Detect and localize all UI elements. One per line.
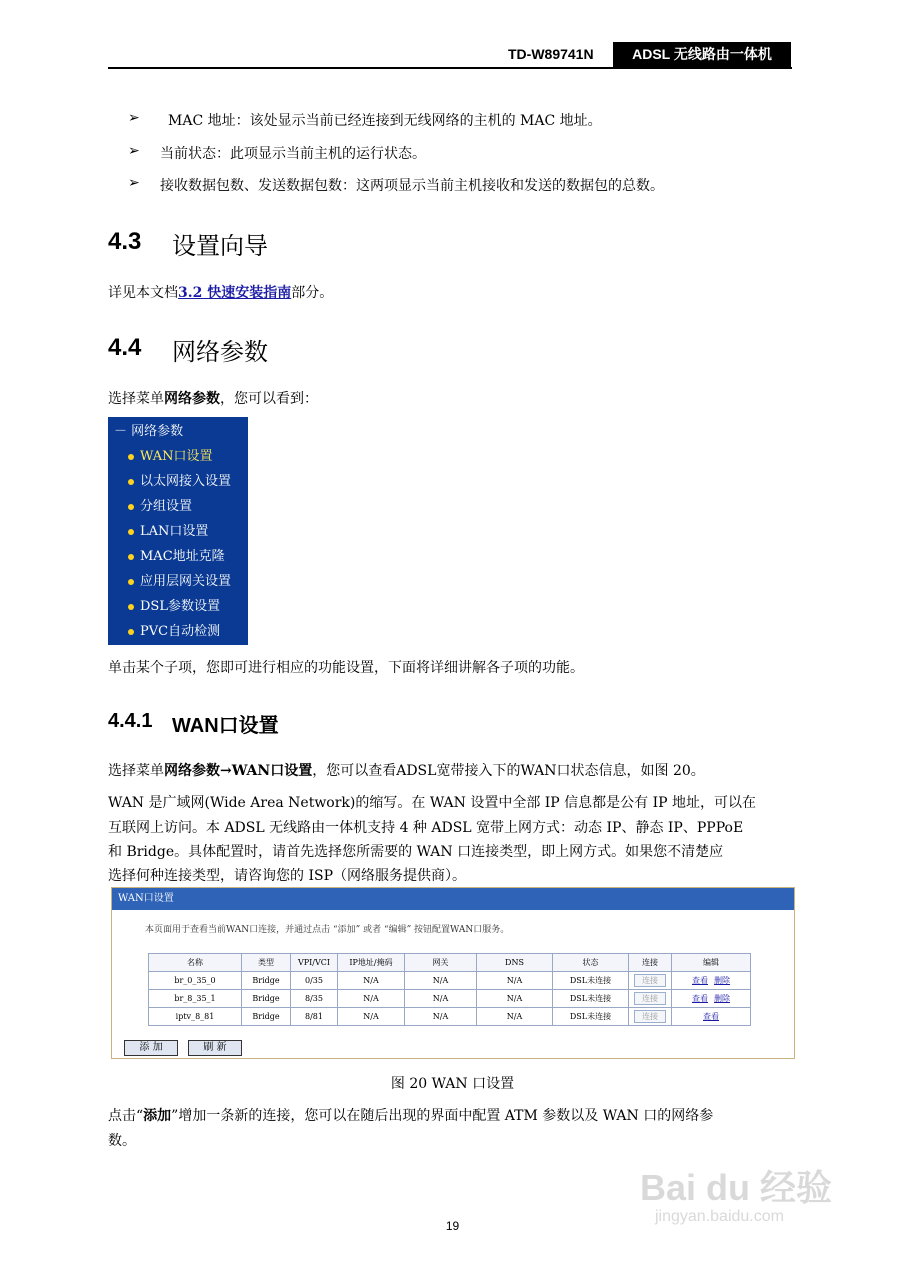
- menu-item-mac-clone[interactable]: [128, 545, 225, 564]
- bullet-text: 当前状态：此项显示当前主机的运行状态。: [160, 146, 426, 162]
- bullet-icon: ➢: [128, 175, 140, 191]
- menu-item-label: LAN口设置: [140, 524, 209, 539]
- cell-type: Bridge: [242, 972, 291, 990]
- add-button[interactable]: 添 加: [124, 1040, 178, 1056]
- wan-desc-line: 选择何种连接类型，请咨询您的 ISP（网络服务提供商）。: [108, 868, 466, 884]
- watermark-url: jingyan.baidu.com: [655, 1208, 784, 1225]
- menu-item-label: DSL参数设置: [140, 599, 220, 614]
- col-header: 名称: [149, 954, 242, 972]
- network-menu: [108, 417, 248, 645]
- bullet-dot-icon: [128, 504, 134, 510]
- after-figure-text-line2: 数。: [108, 1133, 136, 1149]
- table-row: [149, 990, 751, 1008]
- view-link[interactable]: 查看: [692, 976, 708, 985]
- page-number: 19: [445, 1219, 460, 1233]
- cell-connect: [629, 1008, 672, 1026]
- cell-name: br_0_35_0: [149, 972, 242, 990]
- cell-type: Bridge: [242, 990, 291, 1008]
- text: 选择菜单: [108, 391, 164, 407]
- text: 点击“: [108, 1108, 144, 1124]
- connect-button[interactable]: 连接: [634, 974, 666, 987]
- section-title: 网络参数: [172, 338, 268, 366]
- text-bold: 网络参数→WAN口设置: [164, 763, 313, 779]
- menu-item-label: MAC地址克隆: [140, 549, 225, 564]
- col-header: 状态: [553, 954, 629, 972]
- cell-dns: N/A: [477, 972, 553, 990]
- cell-type: Bridge: [242, 1008, 291, 1026]
- bullet-text: MAC 地址：该处显示当前已经连接到无线网络的主机的 MAC 地址。: [168, 113, 602, 129]
- bullet-dot-icon: [128, 554, 134, 560]
- col-header: 编辑: [672, 954, 751, 972]
- subsection-number: 4.4.1: [108, 710, 153, 732]
- menu-item-label: 以太网接入设置: [140, 474, 232, 489]
- cell-gateway: N/A: [405, 990, 477, 1008]
- section-number: 4.4: [108, 334, 142, 361]
- bullet-dot-icon: [128, 529, 134, 535]
- header-product: ADSL 无线路由一体机: [613, 42, 791, 67]
- text-bold: 网络参数: [164, 391, 220, 407]
- bullet-dot-icon: [128, 579, 134, 585]
- figure-caption: 图 20 WAN 口设置: [390, 1076, 515, 1092]
- cell-edit: [672, 972, 751, 990]
- cell-ip: N/A: [338, 972, 405, 990]
- table-header-row: [149, 954, 751, 972]
- cell-dns: N/A: [477, 990, 553, 1008]
- section-number: 4.3: [108, 228, 142, 255]
- menu-item-pvc[interactable]: [128, 620, 220, 639]
- cell-connect: [629, 990, 672, 1008]
- subsection-title: WAN口设置: [172, 715, 279, 737]
- bullet-dot-icon: [128, 604, 134, 610]
- text: 详见本文档: [108, 285, 178, 301]
- cell-gateway: N/A: [405, 1008, 477, 1026]
- wan-desc-line: WAN 是广域网(Wide Area Network)的缩写。在 WAN 设置中全部 IP 信息都是公有 IP 地址，可以在: [108, 795, 757, 811]
- wan-desc-line: 和 Bridge。具体配置时，请首先选择您所需要的 WAN 口连接类型，即上网方式。如果您不清楚应: [108, 844, 724, 860]
- bullet-dot-icon: [128, 629, 134, 635]
- table-row: [149, 972, 751, 990]
- menu-item-ethernet[interactable]: [128, 470, 231, 489]
- baidu-watermark: [640, 1160, 833, 1225]
- col-header: IP地址/掩码: [338, 954, 405, 972]
- bullet-icon: ➢: [128, 110, 140, 126]
- text: 部分。: [291, 285, 334, 301]
- wan-desc-line: 互联网上访问。本 ADSL 无线路由一体机支持 4 种 ADSL 宽带上网方式：动态 IP、静态 IP、PPPoE: [108, 820, 744, 836]
- text-bold: 添加: [143, 1108, 172, 1124]
- refresh-button[interactable]: 刷 新: [188, 1040, 242, 1056]
- cell-vpivci: 8/35: [291, 990, 338, 1008]
- menu-item-label: 分组设置: [140, 499, 193, 514]
- cell-edit: [672, 990, 751, 1008]
- header-rule: [108, 67, 792, 69]
- cell-gateway: N/A: [405, 972, 477, 990]
- bullet-dot-icon: [128, 479, 134, 485]
- connect-button[interactable]: 连接: [634, 992, 666, 1005]
- cell-edit: [672, 1008, 751, 1026]
- section-43-text: [108, 282, 798, 302]
- text: ，您可以查看ADSL宽带接入下的WAN口状态信息，如图 20。: [312, 763, 705, 779]
- text: 选择菜单: [108, 763, 164, 779]
- col-header: 连接: [629, 954, 672, 972]
- cell-dns: N/A: [477, 1008, 553, 1026]
- section-title: 设置向导: [172, 232, 268, 260]
- after-menu-text: 单击某个子项，您即可进行相应的功能设置，下面将详细讲解各子项的功能。: [108, 660, 584, 676]
- cell-connect: [629, 972, 672, 990]
- view-link[interactable]: 查看: [692, 994, 708, 1003]
- wan-intro: [108, 760, 798, 780]
- menu-item-wan[interactable]: [128, 445, 212, 464]
- watermark-logo: Bai du 经验: [640, 1167, 833, 1208]
- menu-item-group[interactable]: [128, 495, 192, 514]
- figure-title-bar: WAN口设置: [112, 888, 794, 910]
- delete-link[interactable]: 删除: [714, 994, 730, 1003]
- menu-item-label: 应用层网关设置: [140, 574, 232, 589]
- delete-link[interactable]: 删除: [714, 976, 730, 985]
- menu-item-lan[interactable]: [128, 520, 208, 539]
- col-header: DNS: [477, 954, 553, 972]
- menu-item-label: WAN口设置: [140, 449, 213, 464]
- quick-install-link[interactable]: 3.2 快速安装指南: [178, 285, 292, 301]
- cell-name: iptv_8_81: [149, 1008, 242, 1026]
- table-row: [149, 1008, 751, 1026]
- menu-item-label: PVC自动检测: [140, 624, 221, 639]
- menu-item-dsl[interactable]: [128, 595, 220, 614]
- menu-item-alg[interactable]: [128, 570, 231, 589]
- text: ”增加一条新的连接，您可以在随后出现的界面中配置 ATM 参数以及 WAN 口的网络参: [171, 1108, 714, 1124]
- bullet-icon: ➢: [128, 143, 140, 159]
- connect-button[interactable]: 连接: [634, 1010, 666, 1023]
- col-header: VPI/VCI: [291, 954, 338, 972]
- cell-status: DSL未连接: [553, 990, 629, 1008]
- cell-ip: N/A: [338, 990, 405, 1008]
- header-model: TD-W89741N: [508, 46, 594, 62]
- figure-description: 本页面用于查看当前WAN口连接，并通过点击 “添加” 或者 “编辑” 按钮配置WAN口服务。: [145, 925, 510, 935]
- section-44-intro: [108, 388, 798, 408]
- cell-vpivci: 8/81: [291, 1008, 338, 1026]
- cell-ip: N/A: [338, 1008, 405, 1026]
- text: ，您可以看到：: [220, 391, 318, 407]
- col-header: 网关: [405, 954, 477, 972]
- cell-vpivci: 0/35: [291, 972, 338, 990]
- wan-settings-figure: [111, 887, 795, 1059]
- cell-name: br_8_35_1: [149, 990, 242, 1008]
- bullet-dot-icon: [128, 454, 134, 460]
- menu-title[interactable]: － 网络参数: [114, 424, 184, 439]
- after-figure-text: [108, 1105, 798, 1125]
- col-header: 类型: [242, 954, 291, 972]
- view-link[interactable]: 查看: [703, 1012, 719, 1021]
- bullet-text: 接收数据包数、发送数据包数：这两项显示当前主机接收和发送的数据包的总数。: [160, 178, 664, 194]
- cell-status: DSL未连接: [553, 1008, 629, 1026]
- wan-table: [148, 953, 751, 1026]
- cell-status: DSL未连接: [553, 972, 629, 990]
